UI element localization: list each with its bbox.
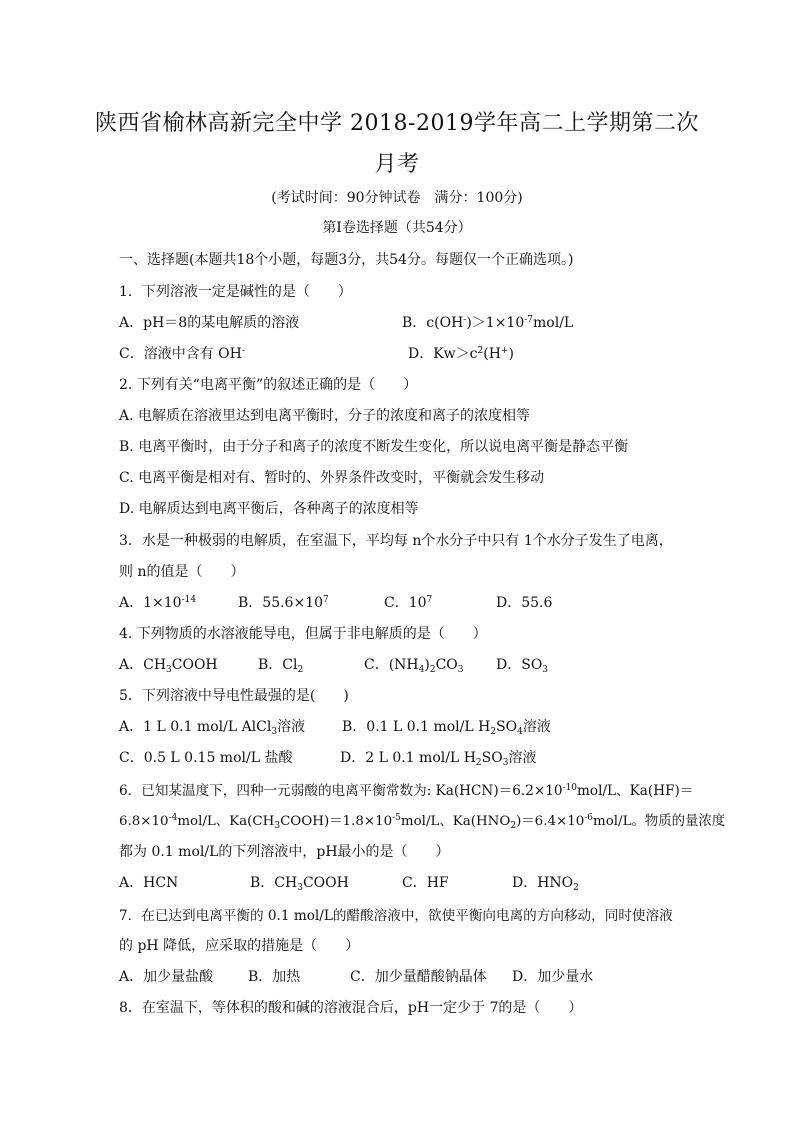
question-2-option-b: B. 电离平衡时，由于分子和离子的浓度不断发生变化，所以说电离平衡是静态平衡 (119, 439, 629, 455)
question-2-option-a: A. 电解质在溶液里达到电离平衡时，分子的浓度和离子的浓度相等 (119, 408, 531, 424)
question-3-option-b: B．$55.6\times 10^7$ (238, 595, 329, 611)
question-4-option-d: D．$SO_3$ (496, 657, 549, 675)
exam-info: (考试时间：90分钟试卷 满分：100分) (271, 190, 523, 206)
question-3-option-a: A．$1\times 10^{-14}$ (119, 595, 197, 611)
question-7-option-a: A．加少量盐酸 (119, 969, 214, 985)
question-1-stem: 1．下列溶液一定是碱性的是（ ） (119, 284, 352, 300)
question-7-option-d: D．加少量水 (512, 969, 594, 985)
exam-title-line2: 月考 (374, 152, 420, 177)
question-2-option-d: D. 电解质达到电离平衡后，各种离子的浓度相等 (119, 501, 419, 517)
question-1-option-c: C．溶液中含有 OH- (119, 346, 245, 362)
question-1-option-b: B．$c(OH^-)>1\times 10^{-7}mol/L$ (402, 315, 574, 331)
question-2-option-c: C. 电离平衡是相对有、暂时的、外界条件改变时，平衡就会发生移动 (119, 470, 545, 486)
question-1-option-a: A．pH＝8的某电解质的溶液 (119, 315, 300, 331)
question-5-option-d: D．2 L 0.1 mol/L $H_2SO_3$溶液 (340, 750, 537, 768)
question-6-option-c: C．HF (402, 875, 449, 891)
volume-title: 第Ⅰ卷选择题（共54分） (322, 220, 472, 236)
question-5-option-c: C．0.5 L 0.15 mol/L 盐酸 (119, 750, 293, 766)
question-6-stem-line1: 6．已知某温度下，四种一元弱酸的电离平衡常数为: $Ka(HCN)=6.2\times 10^{-10}mol/L$、Ka(HF)＝ (119, 783, 694, 799)
question-7-option-b: B．加热 (248, 969, 301, 985)
question-3-option-c: C．$10^7$ (384, 595, 433, 611)
question-8-stem: 8．在室温下，等体积的酸和碱的溶液混合后，pH一定少于 7的是（ ） (119, 1000, 583, 1016)
question-7-stem-line2: 的 pH 降低，应采取的措施是（ ） (119, 938, 360, 954)
question-2-stem: 2. 下列有关“电离平衡”的叙述正确的是（ ） (119, 377, 418, 393)
question-7-stem-line1: 7．在已达到电离平衡的 0.1 mol/L的醋酸溶液中，欲使平衡向电离的方向移动，同时使溶液 (119, 908, 673, 924)
question-3-stem-line2: 则 n的值是（ ） (119, 564, 245, 580)
question-7-option-c: C．加少量醋酸钠晶体 (350, 969, 487, 985)
question-4-option-c: C．$(NH_4)_2CO_3$ (364, 657, 464, 675)
question-3-stem-line1: 3．水是一种极弱的电解质，在室温下，平均每 n个水分子中只有 1个水分子发生了电离， (119, 533, 673, 549)
question-4-option-b: B．$Cl_2$ (258, 657, 304, 675)
question-6-option-d: D．$HNO_2$ (512, 875, 579, 893)
section-instruction: 一、选择题(本题共18个小题，每题3分，共54分。每题仅一个正确选项。) (119, 252, 574, 268)
exam-title-line1: 陕西省榆林高新完全中学 2018-2019学年高二上学期第二次 (95, 111, 699, 136)
question-6-option-b: B．$CH_3COOH$ (250, 875, 349, 893)
question-3-option-d: D．55.6 (496, 595, 553, 611)
question-4-option-a: A．$CH_3COOH$ (119, 657, 218, 675)
question-5-option-b: B．0.1 L 0.1 mol/L $H_2SO_4$溶液 (342, 719, 551, 737)
question-1-option-d: D．$Kw>c^2(H^+)$ (408, 346, 514, 362)
question-6-stem-line3: 都为 0.1 mol/L的下列溶液中，pH最小的是（ ） (119, 844, 450, 860)
question-5-option-a: A．1 L 0.1 mol/L AlCl$_3$溶液 (119, 719, 306, 737)
question-6-option-a: A．HCN (119, 875, 179, 891)
question-4-stem: 4. 下列物质的水溶液能导电，但属于非电解质的是（ ） (119, 626, 487, 642)
question-5-stem: 5．下列溶液中导电性最强的是( ) (119, 688, 349, 704)
question-6-stem-line2: $6.8\times 10^{-4}mol/L$、$Ka(CH_3COOH)=1.8\times 10^{-5}mol/L$、$Ka(HNO_2)=6.4\times 10^{-6}mol/L$。物质的量浓度 (119, 813, 726, 831)
